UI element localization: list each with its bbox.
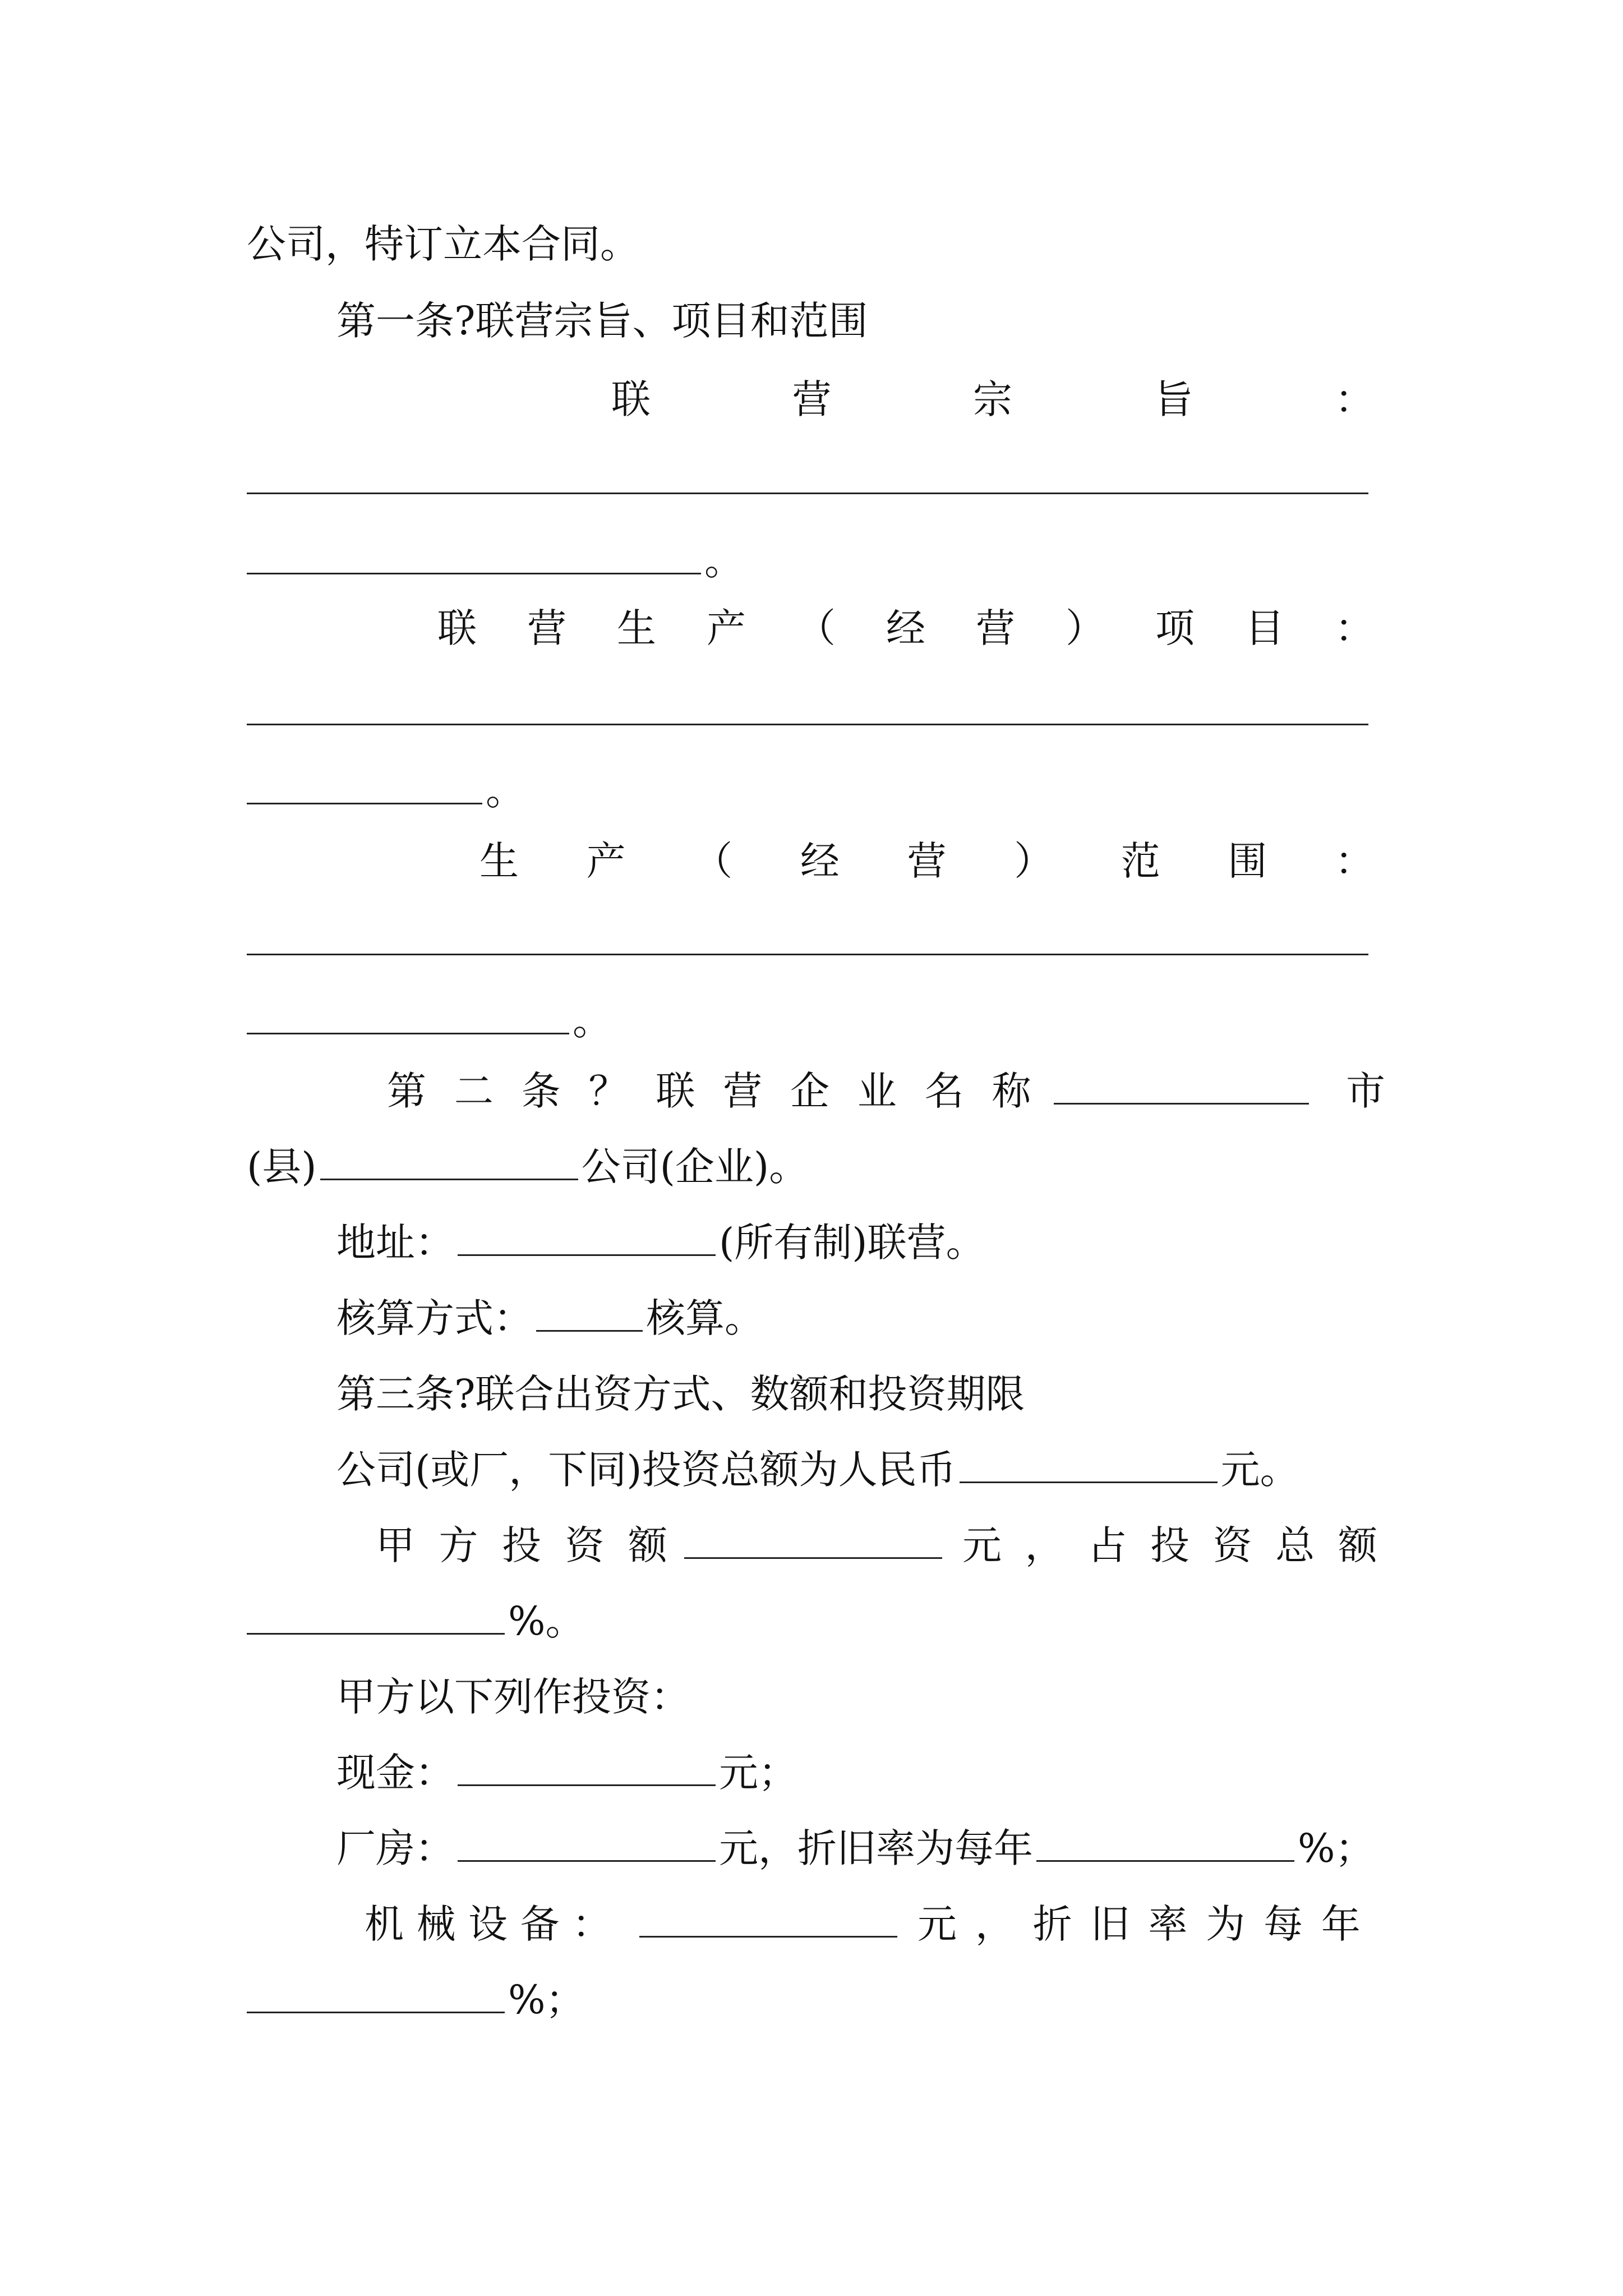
party-a-percent-line: %。 — [247, 1593, 1380, 1649]
total-investment-line: 公司(或厂，下同)投资总额为人民币 元。 — [336, 1447, 1299, 1493]
machinery-line: 机 械 设 备 ： 元 ， 折 旧 率 为 每 年 — [365, 1901, 1361, 1947]
purpose-blank[interactable] — [247, 539, 701, 574]
address-line: 地址： (所有制)联营。 — [336, 1220, 985, 1266]
party-a-items-intro: 甲方以下列作投资： — [336, 1674, 690, 1720]
purpose-label: 联 营 宗 旨 ： — [611, 376, 1374, 422]
purpose-blank-line-2: 。 — [247, 533, 1380, 589]
scope-blank[interactable] — [247, 999, 569, 1034]
machinery-value-blank[interactable] — [639, 1902, 897, 1938]
accounting-line: 核算方式： 核算。 — [336, 1295, 764, 1341]
project-blank-line-2: 。 — [247, 763, 1380, 819]
building-depreciation-blank[interactable] — [1036, 1826, 1294, 1862]
project-label: 联 营 生 产 （ 经 营 ） 项 目 ： — [437, 605, 1374, 651]
scope-blank-line-1[interactable] — [247, 954, 1368, 955]
cash-line: 现金： 元； — [336, 1750, 797, 1796]
party-a-percent-blank[interactable] — [247, 1599, 505, 1635]
scope-blank-line-2: 。 — [247, 993, 1380, 1049]
scope-label: 生 产 （ 经 营 ） 范 围 ： — [479, 838, 1374, 884]
machinery-depreciation-blank[interactable] — [247, 1978, 505, 2013]
total-investment-blank[interactable] — [960, 1448, 1218, 1483]
article3-heading: 第三条?联合出资方式、数额和投资期限 — [336, 1371, 1025, 1417]
project-blank[interactable] — [247, 769, 482, 804]
party-a-amount-blank[interactable] — [684, 1524, 942, 1559]
party-a-investment-line: 甲 方 投 资 额 元 ， 占 投 资 总 额 — [376, 1522, 1377, 1568]
building-value-blank[interactable] — [458, 1826, 716, 1862]
enterprise-name-blank[interactable] — [1054, 1069, 1309, 1105]
building-line: 厂房： 元，折旧率为每年 %； — [336, 1825, 1375, 1871]
article2-line-2: (县) 公司(企业)。 — [247, 1144, 809, 1190]
project-blank-line-1[interactable] — [247, 724, 1368, 725]
machinery-percent-line: %； — [247, 1972, 1380, 2028]
article1-heading: 第一条?联营宗旨、项目和范围 — [336, 298, 868, 344]
address-blank[interactable] — [458, 1221, 716, 1256]
purpose-blank-line-1[interactable] — [247, 493, 1368, 494]
accounting-blank[interactable] — [536, 1296, 643, 1332]
article2-line: 第 二 条 ？ 联 营 企 业 名 称 市 — [387, 1068, 1385, 1114]
cash-blank[interactable] — [458, 1751, 716, 1786]
county-blank[interactable] — [320, 1145, 578, 1180]
opening-line: 公司，特订立本合同。 — [247, 221, 639, 267]
